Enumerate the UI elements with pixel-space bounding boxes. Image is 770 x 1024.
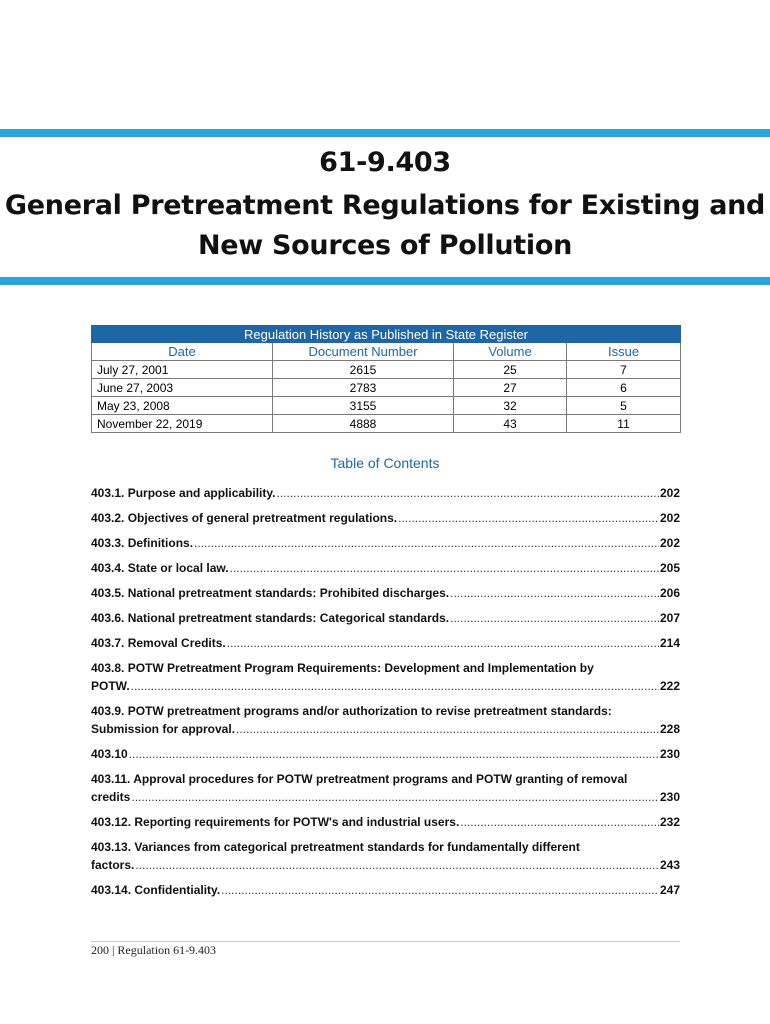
toc-entry-title-line1: 403.8. POTW Pretreatment Program Requirements: Development and Implementation by <box>91 661 594 675</box>
toc-page-number: 230 <box>659 747 680 761</box>
cell-date: May 23, 2008 <box>92 397 273 415</box>
toc-entry-403-2[interactable] <box>91 509 680 527</box>
cell-volume: 25 <box>454 361 567 379</box>
toc-entry-403-6[interactable] <box>91 609 680 627</box>
toc-entry-403-4[interactable] <box>91 559 680 577</box>
footer-separator: | <box>112 943 115 957</box>
toc-page-number: 228 <box>659 722 680 736</box>
toc-entry-title: 403.6. National pretreatment standards: Categorical standards. <box>91 611 450 625</box>
toc-entry-403-12[interactable] <box>91 813 680 831</box>
toc-leader-dots <box>221 881 659 899</box>
toc-leader-dots <box>194 534 659 552</box>
toc-entry-title: 403.3. Definitions. <box>91 536 194 550</box>
cell-document-number: 2615 <box>273 361 454 379</box>
cell-volume: 27 <box>454 379 567 397</box>
toc-leader-dots <box>227 634 659 652</box>
column-header-volume: Volume <box>454 343 567 361</box>
toc-entry-403-11[interactable] <box>91 770 680 806</box>
regulation-title-line2: New Sources of Pollution <box>197 230 573 261</box>
table-row <box>92 379 681 397</box>
cell-issue: 11 <box>567 415 681 433</box>
cell-document-number: 3155 <box>273 397 454 415</box>
toc-entry-title: POTW. <box>91 679 130 693</box>
toc-entry-title: 403.2. Objectives of general pretreatment regulations. <box>91 511 398 525</box>
column-header-date: Date <box>92 343 273 361</box>
table-row <box>92 397 681 415</box>
toc-entry-title: 403.5. National pretreatment standards: Prohibited discharges. <box>91 586 450 600</box>
toc-leader-dots <box>398 509 659 527</box>
cell-date: November 22, 2019 <box>92 415 273 433</box>
toc-entry-title-line1: 403.11. Approval procedures for POTW pretreatment programs and POTW granting of removal <box>91 772 628 786</box>
regulation-history-table <box>91 325 681 433</box>
column-header-document-number: Document Number <box>273 343 454 361</box>
toc-entry-title-line1: 403.9. POTW pretreatment programs and/or authorization to revise pretreatment standards: <box>91 704 612 718</box>
toc-page-number: 232 <box>659 815 680 829</box>
toc-entry-403-7[interactable] <box>91 634 680 652</box>
toc-entry-title: 403.12. Reporting requirements for POTW's and industrial users. <box>91 815 460 829</box>
cell-volume: 32 <box>454 397 567 415</box>
table-row <box>92 415 681 433</box>
table-row <box>92 361 681 379</box>
page-footer <box>91 943 216 958</box>
toc-page-number: 230 <box>659 790 680 804</box>
toc-page-number: 222 <box>659 679 680 693</box>
toc-heading: Table of Contents <box>330 455 440 471</box>
toc-leader-dots <box>236 720 659 738</box>
cell-document-number: 2783 <box>273 379 454 397</box>
table-of-contents <box>91 484 680 906</box>
toc-entry-403-14[interactable] <box>91 881 680 899</box>
toc-page-number: 247 <box>659 883 680 897</box>
toc-entry-title: factors. <box>91 858 135 872</box>
footer-label: Regulation 61-9.403 <box>117 943 217 957</box>
toc-page-number: 206 <box>659 586 680 600</box>
toc-leader-dots <box>131 788 659 806</box>
toc-page-number: 202 <box>659 511 680 525</box>
footer-page-number: 200 <box>91 943 109 957</box>
toc-leader-dots <box>131 677 659 695</box>
cell-document-number: 4888 <box>273 415 454 433</box>
toc-leader-dots <box>135 856 659 874</box>
toc-entry-403-9[interactable] <box>91 702 680 738</box>
toc-entry-title: 403.10 <box>91 747 128 761</box>
toc-page-number: 202 <box>659 536 680 550</box>
toc-leader-dots <box>460 813 659 831</box>
toc-entry-title: 403.4. State or local law. <box>91 561 229 575</box>
cell-issue: 7 <box>567 361 681 379</box>
cell-date: July 27, 2001 <box>92 361 273 379</box>
regulation-title-line1: General Pretreatment Regulations for Existing and <box>4 190 766 221</box>
header-rule-bottom <box>0 277 770 285</box>
toc-entry-403-8[interactable] <box>91 659 680 695</box>
toc-entry-title: credits <box>91 790 131 804</box>
cell-volume: 43 <box>454 415 567 433</box>
toc-page-number: 205 <box>659 561 680 575</box>
toc-entry-title: Submission for approval. <box>91 722 236 736</box>
cell-issue: 5 <box>567 397 681 415</box>
toc-page-number: 243 <box>659 858 680 872</box>
cell-issue: 6 <box>567 379 681 397</box>
toc-entry-title: 403.7. Removal Credits. <box>91 636 226 650</box>
regulation-number: 61-9.403 <box>319 147 451 178</box>
toc-leader-dots <box>230 559 659 577</box>
toc-entry-403-10[interactable] <box>91 745 680 763</box>
footer-divider <box>91 941 680 942</box>
toc-leader-dots <box>129 745 659 763</box>
toc-entry-title: 403.1. Purpose and applicability. <box>91 486 276 500</box>
toc-entry-403-3[interactable] <box>91 534 680 552</box>
toc-page-number: 214 <box>659 636 680 650</box>
cell-date: June 27, 2003 <box>92 379 273 397</box>
toc-leader-dots <box>450 609 659 627</box>
toc-entry-title: 403.14. Confidentiality. <box>91 883 221 897</box>
toc-entry-403-13[interactable] <box>91 838 680 874</box>
table-caption: Regulation History as Published in State Register <box>92 326 681 343</box>
toc-entry-403-5[interactable] <box>91 584 680 602</box>
toc-entry-403-1[interactable] <box>91 484 680 502</box>
toc-entry-title-line1: 403.13. Variances from categorical pretreatment standards for fundamentally different <box>91 840 580 854</box>
toc-page-number: 202 <box>659 486 680 500</box>
header-rule-top <box>0 129 770 137</box>
toc-page-number: 207 <box>659 611 680 625</box>
toc-leader-dots <box>277 484 659 502</box>
toc-leader-dots <box>450 584 659 602</box>
column-header-issue: Issue <box>567 343 681 361</box>
